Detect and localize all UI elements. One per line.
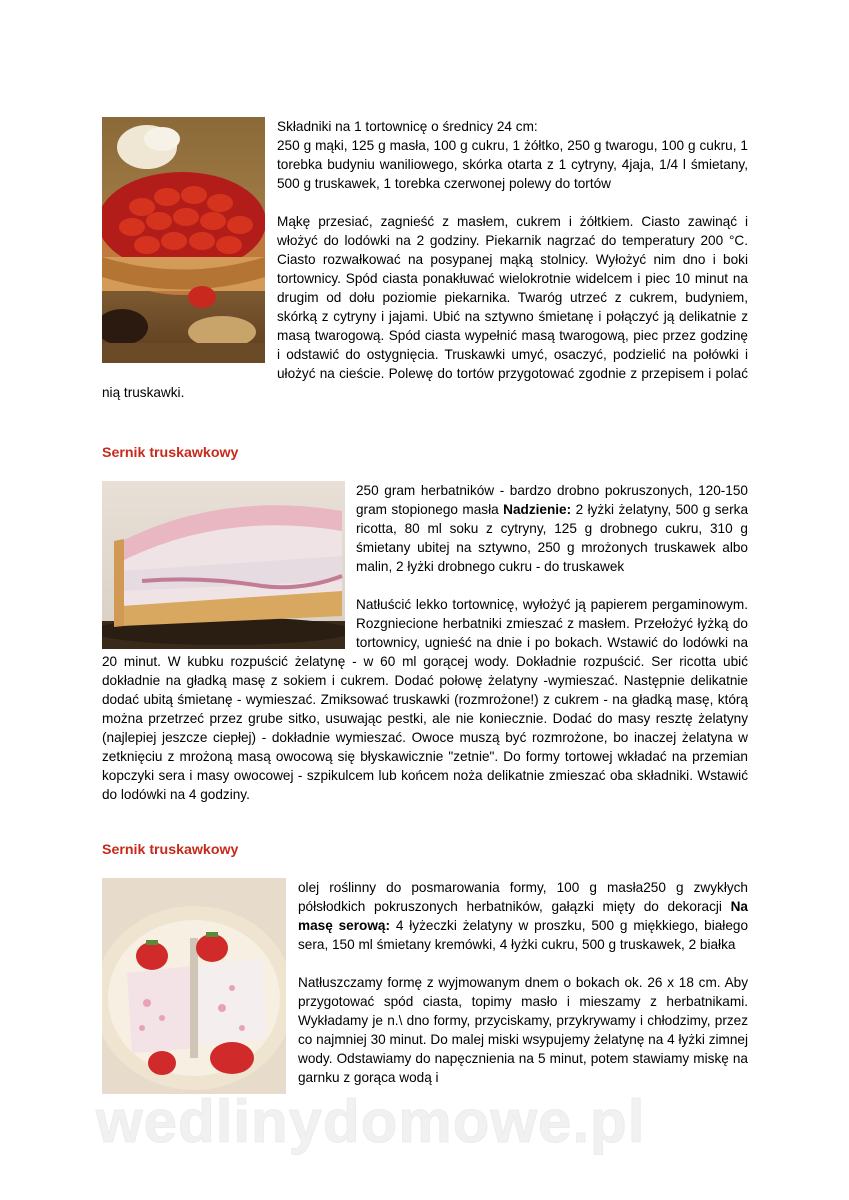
recipe-2-ingredients-b: 2 łyżki żelatyny, 500 g serka ricotta, 80 ml soku z cytryny, 125 g drobnego cukru, 310 g śmietany ubitej na sztywno, 250 g mrożonych truskawek albo malin, 2 łyżki drobnego cukru - do truskawek: [356, 502, 748, 574]
watermark-text: wedlinydomowe.pl: [96, 1088, 646, 1155]
recipe-2-title: Sernik truskawkowy: [102, 445, 239, 461]
recipe-3-method: Natłuszczamy formę z wyjmowanym dnem o bokach ok. 26 x 18 cm. Aby przygotować spód ciasta, topimy masło i mieszamy z herbatnikami. Wykładamy je n.\ dno formy, przyciskamy, przykrywamy i chłodzimy, przez co najmniej 30 minut. Do malej miski wsypujemy żelatynę na 4 łyżki zimnej wody. Odstawiamy do napęcznienia na 5 minut, potem stawiamy miskę na garnku z gorąca wodą i: [298, 975, 748, 1085]
recipe-1-ingredients-title: Składniki na 1 tortownicę o średnicy 24 cm:: [277, 119, 538, 134]
recipe-1-method: Mąkę przesiać, zagnieść z masłem, cukrem i żółtkiem. Ciasto zawinąć i włożyć do lodówki na 2 godziny. Piekarnik nagrzać do temperatury 200 °C. Ciasto rozwałkować na posypanej mąką stolnicy. Wyłożyć nim dno i boki tortownicy. Spód ciasta ponakłuwać wielokrotnie widelcem i piec 10 minut na drugim od dołu poziomie piekarnika. Twaróg utrzeć z cukrem, budyniem, skórką z cytryny i jajami. Ubić na sztywno śmietanę i połączyć ją delikatnie z masą twarogową. Spód ciasta wypełnić masą twarogową, piec przez godzinę i odstawić do ostygnięcia. Truskawki umyć, osaczyć, podzielić na połówki i ułożyć na cieście. Polewę do tortów przygotować zgodnie z przepisem i polać nią truskawki.: [102, 214, 748, 400]
strawberry-tart-photo: [102, 117, 265, 363]
recipe-3-ingredients-b: 4 łyżeczki żelatyny w proszku, 500 g miękkiego, białego sera, 150 ml śmietany kremówki, 4 łyżki cukru, 500 g truskawek, 2 białka: [298, 918, 748, 952]
cheesecake-slice-photo: [102, 481, 345, 649]
recipe-3-mass-label: Na masę serową:: [298, 899, 748, 933]
recipe-2-ingredients-a: 250 gram herbatników - bardzo drobno pokruszonych, 120-150 gram stopionego masła: [356, 483, 748, 517]
strawberry-cheesecake-photo: [102, 878, 286, 1094]
recipe-2-method: Natłuścić lekko tortownicę, wyłożyć ją papierem pergaminowym. Rozgniecione herbatniki zmieszać z masłem. Przełożyć łyżką do tortownicy, ugnieść na dnie i po bokach. Wstawić do lodówki na 20 minut. W kubku rozpuścić żelatynę - w 60 ml gorącej wody. Dokładnie rozpuścić. Ser ricotta ubić dokładnie na gładką masę z sokiem i cukrem. Dodać połowę żelatyny -wymieszać. Następnie delikatnie dodać ubitą śmietanę - wymieszać. Zmiksować truskawki (rozmrożone!) z cukrem - na gładką masę, którą można przetrzeć przez grube sitko, usuwając pestki, ale nie koniecznie. Dodać do masy resztę żelatyny (najlepiej jeszcze ciepłej) - dokładnie wymieszać. Owoce muszą być rozmrożone, bo inaczej żelatyna w zetknięciu z mrożoną masą owocową się błyskawicznie "zetnie". Do formy tortowej wkładać na przemian kopczyki sera i masy owocowej - szpikulcem lub końcem noża delikatnie zmieszać oba składniki. Wstawić do lodówki na 4 godziny.: [102, 597, 748, 802]
recipe-3-ingredients-a: olej roślinny do posmarowania formy, 100 g masła250 g zwykłych półsłodkich pokruszonych herbatników, gałązki mięty do dekoracji: [298, 880, 748, 914]
recipe-1: [102, 117, 748, 402]
recipe-1-ingredients: 250 g mąki, 125 g masła, 100 g cukru, 1 żółtko, 250 g twarogu, 100 g cukru, 1 torebka budyniu waniliowego, skórka otarta z 1 cytryny, 4jaja, 1/4 l śmietany, 500 g truskawek, 1 torebka czerwonej polewy do tortów: [277, 138, 748, 191]
recipe-3-title: Sernik truskawkowy: [102, 842, 239, 858]
recipe-2: [102, 481, 748, 804]
recipe-3: [102, 878, 748, 1096]
recipe-2-filling-label: Nadzienie:: [503, 502, 572, 517]
